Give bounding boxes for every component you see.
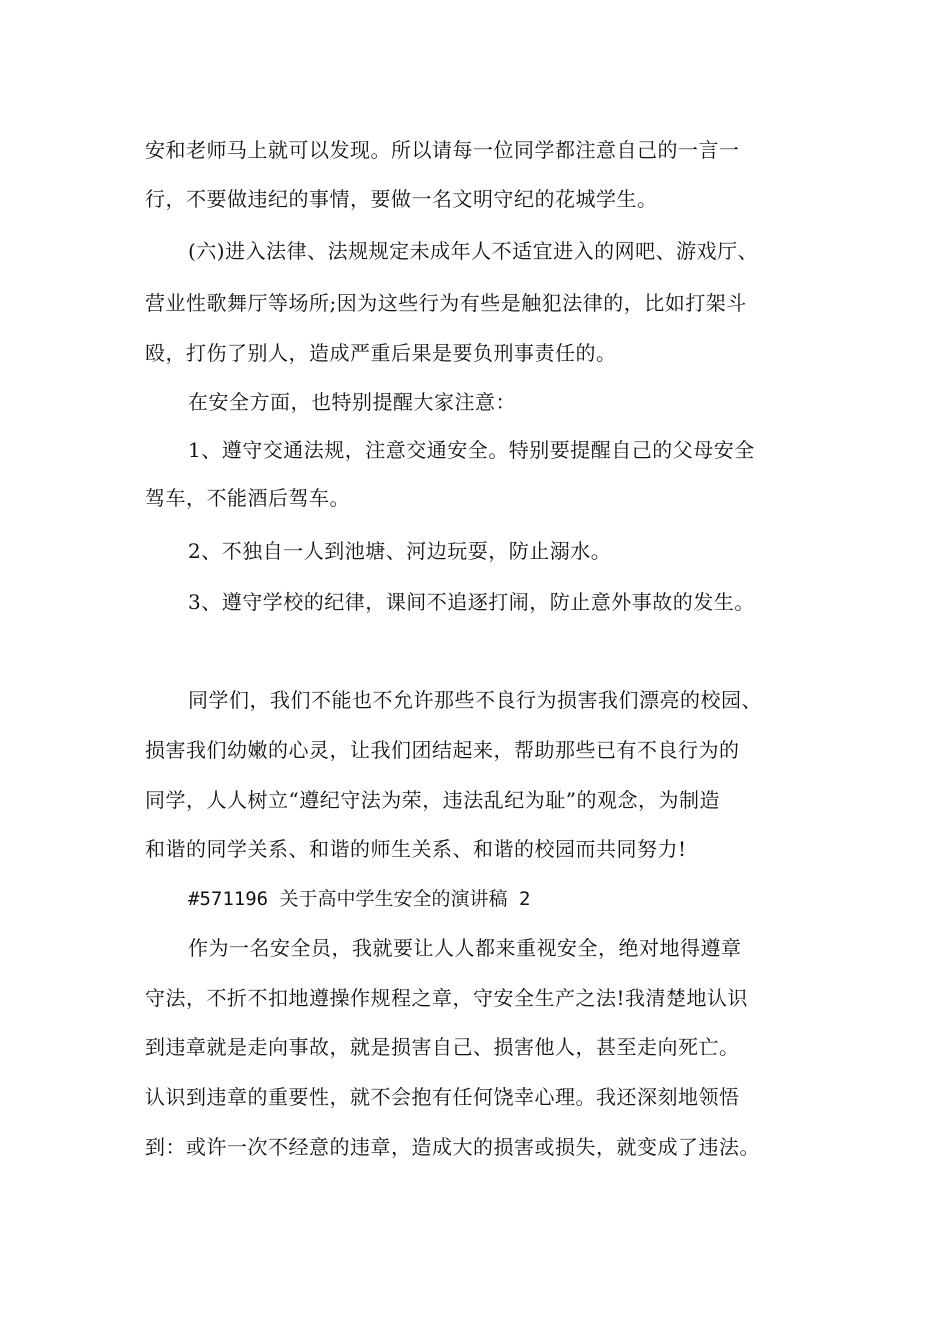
paragraph-4-line-2: 驾车，不能酒后驾车。 [145, 486, 350, 510]
paragraph-2-line-3: 殴，打伤了别人，造成严重后果是要负刑事责任的。 [145, 341, 617, 365]
paragraph-9-line-5: 到：或许一次不经意的违章，造成大的损害或损失，就变成了违法。 [145, 1135, 760, 1159]
paragraph-9-line-2: 守法，不折不扣地遵操作规程之章，守安全生产之法!我清楚地认识 [145, 986, 749, 1010]
section-heading: #571196 关于高中学生安全的演讲稿 2 [188, 888, 531, 910]
paragraph-6-line-1: 3、遵守学校的纪律，课间不追逐打闹，防止意外事故的发生。 [188, 590, 755, 614]
paragraph-1-line-1: 安和老师马上就可以发现。所以请每一位同学都注意自己的一言一 [145, 138, 740, 162]
paragraph-4-line-1: 1、遵守交通法规，注意交通安全。特别要提醒自己的父母安全 [188, 438, 755, 462]
paragraph-9-line-4: 认识到违章的重要性，就不会抱有任何饶幸心理。我还深刻地领悟 [145, 1085, 740, 1109]
paragraph-9-line-1: 作为一名安全员，我就要让人人都来重视安全，绝对地得遵章 [188, 936, 742, 960]
paragraph-7-line-1: 同学们，我们不能也不允许那些不良行为损害我们漂亮的校园、 [188, 688, 762, 712]
paragraph-3-line-1: 在安全方面，也特别提醒大家注意： [188, 390, 516, 414]
paragraph-2-line-1: (六)进入法律、法规规定未成年人不适宜进入的网吧、游戏厅、 [188, 239, 759, 263]
paragraph-9-line-3: 到违章就是走向事故，就是损害自己、损害他人，甚至走向死亡。 [145, 1035, 740, 1059]
paragraph-1-line-2: 行，不要做违纪的事情，要做一名文明守纪的花城学生。 [145, 187, 658, 211]
paragraph-7-line-2: 损害我们幼嫩的心灵，让我们团结起来，帮助那些已有不良行为的 [145, 738, 740, 762]
paragraph-7-line-3: 同学，人人树立“遵纪守法为荣，违法乱纪为耻”的观念，为制造 [145, 788, 720, 812]
paragraph-5-line-1: 2、不独自一人到池塘、河边玩耍，防止溺水。 [188, 539, 612, 563]
paragraph-2-line-2: 营业性歌舞厅等场所;因为这些行为有些是触犯法律的，比如打架斗 [145, 291, 747, 315]
paragraph-7-line-4: 和谐的同学关系、和谐的师生关系、和谐的校园而共同努力! [145, 837, 687, 861]
